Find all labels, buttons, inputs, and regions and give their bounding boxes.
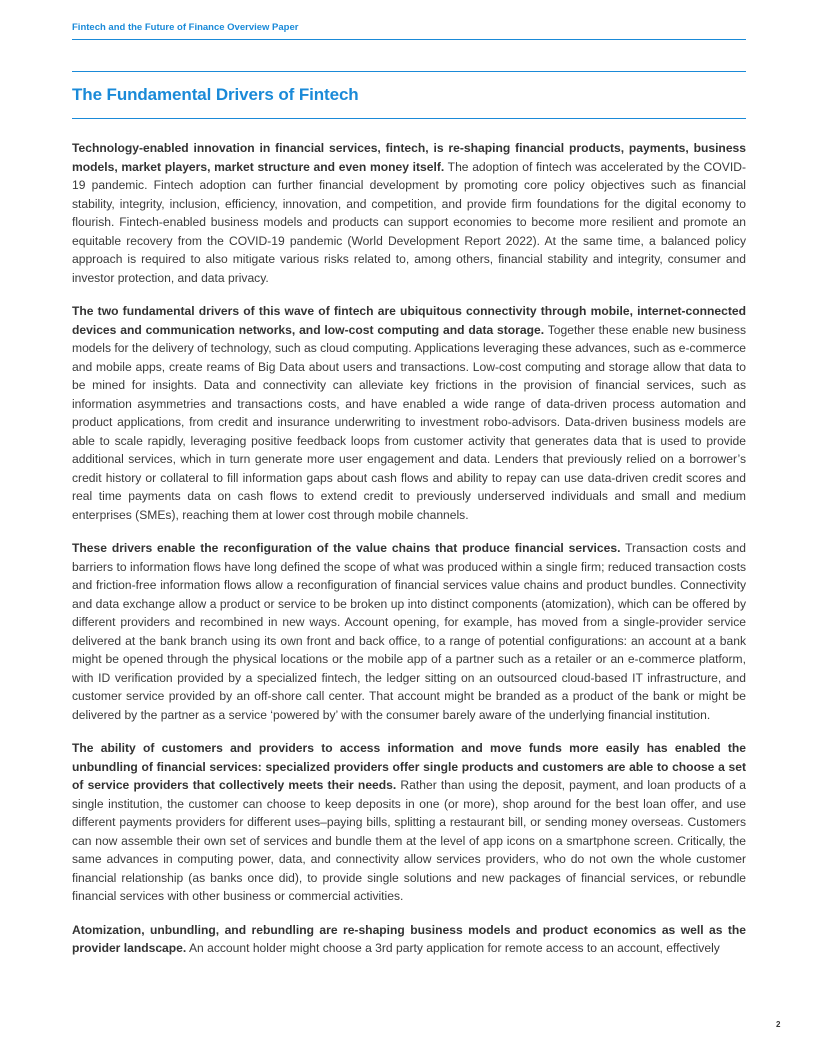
paragraph-3-lead: These drivers enable the reconfiguration of the value chains that produce financial services. [72,541,621,555]
section-title: The Fundamental Drivers of Fintech [72,85,359,104]
paragraph-2-lead: The two fundamental drivers of this wave of fintech are ubiquitous connectivity through mobile, internet-connected devices and communication networks, and low-cost computing and data storage. [72,304,746,337]
paragraph-1-lead: Technology-enabled innovation in financial services, fintech, is re-shaping financial products, payments, business models, market players, market structure and even money itself. [72,141,746,174]
paragraph-1 [72,139,746,287]
paragraph-4 [72,739,746,906]
header-divider [72,39,746,40]
paragraph-2-body: Together these enable new business models for the delivery of technology, such as cloud computing. Applications leveraging these advances, such as e-commerce and mobile apps, create reams of Big Data about users and transactions. Low-cost computing and storage allow that data to be mined for insights. Data and connectivity can alleviate key frictions in the provision of financial services, such as information asymmetries and transactions costs, and have enabled a wide range of data-driven process automation and product applications, from credit and insurance underwriting to investment robo-advisors. Data-driven business models are able to scale rapidly, leveraging positive feedback loops from customer activity that generates data that is used to provide additional services, which in turn generate more user engagement and data. Lenders that previously relied on a borrower’s credit history or collateral to fill information gaps about cash flows and ability to repay can use data-driven credit scores and real time payments data on cash flows to extend credit to previously underserved individuals and small and medium enterprises (SMEs), reaching them at lower cost through mobile channels. [72,322,746,522]
paragraph-3 [72,539,746,724]
paragraph-5 [72,921,746,958]
paragraph-4-lead: The ability of customers and providers to access information and move funds more easily has enabled the unbundling of financial services: specialized providers offer single products and customers are able to choose a set of service providers that collectively meets their needs. [72,741,746,792]
paragraph-3-body: Transaction costs and barriers to information flows have long defined the scope of what was produced within a single firm; reduced transaction costs and friction-free information flows allow a reconfiguration of financial services value chains and product bundles. Connectivity and data exchange allow a product or service to be broken up into distinct components (atomization), which can be offered by different providers and recombined in new ways. Account opening, for example, has moved from a single-provider service delivered at the bank branch using its own front and back office, to a range of potential configurations: an account at a bank might be opened through the physical locations or the mobile app of a partner such as a retailer or an e-commerce platform, with ID verification provided by a specialized fintech, the ledger sitting on an outsourced cloud-based IT infrastructure, and customer service provided by an off-shore call center. That account might be branded as a product of the bank or might be delivered by the partner as a service ‘powered by’ with the consumer barely aware of the underlying financial institution. [72,541,746,722]
body-text [72,139,746,973]
title-divider-bottom [72,118,746,119]
paragraph-4-body: Rather than using the deposit, payment, and loan products of a single institution, the customer can choose to keep deposits in one (or more), shop around for the best loan offer, and use different payments providers for different uses–paying bills, splitting a restaurant bill, or sending money overseas. Customers can now assemble their own set of services and bundle them at the level of app icons on a smartphone screen. Critically, the same advances in computing power, data, and connectivity allow services providers, who do not own the whole customer financial relationship (as banks once did), to provide single solutions and new packages of financial services, or rebundle financial services with other business or commercial activities. [72,778,746,903]
page-number: 2 [776,1020,781,1029]
paragraph-2 [72,302,746,524]
paragraph-5-body: An account holder might choose a 3rd party application for remote access to an account, effectively [186,941,720,955]
running-header: Fintech and the Future of Finance Overview Paper [72,22,299,33]
title-divider-top [72,71,746,72]
paragraph-5-lead: Atomization, unbundling, and rebundling are re-shaping business models and product economics as well as the provider landscape. [72,922,746,955]
paragraph-1-body: The adoption of fintech was accelerated by the COVID-19 pandemic. Fintech adoption can further financial development by promoting core policy objectives such as financial stability, integrity, inclusion, efficiency, innovation, and competition, and provide firm foundations for the digital economy to flourish. Fintech-enabled business models and products can support economies to become more resilient and promote an equitable recovery from the COVID-19 pandemic (World Development Report 2022). At the same time, a balanced policy approach is required to also mitigate various risks related to, among others, financial stability and integrity, consumer and investor protection, and data privacy. [72,159,746,285]
